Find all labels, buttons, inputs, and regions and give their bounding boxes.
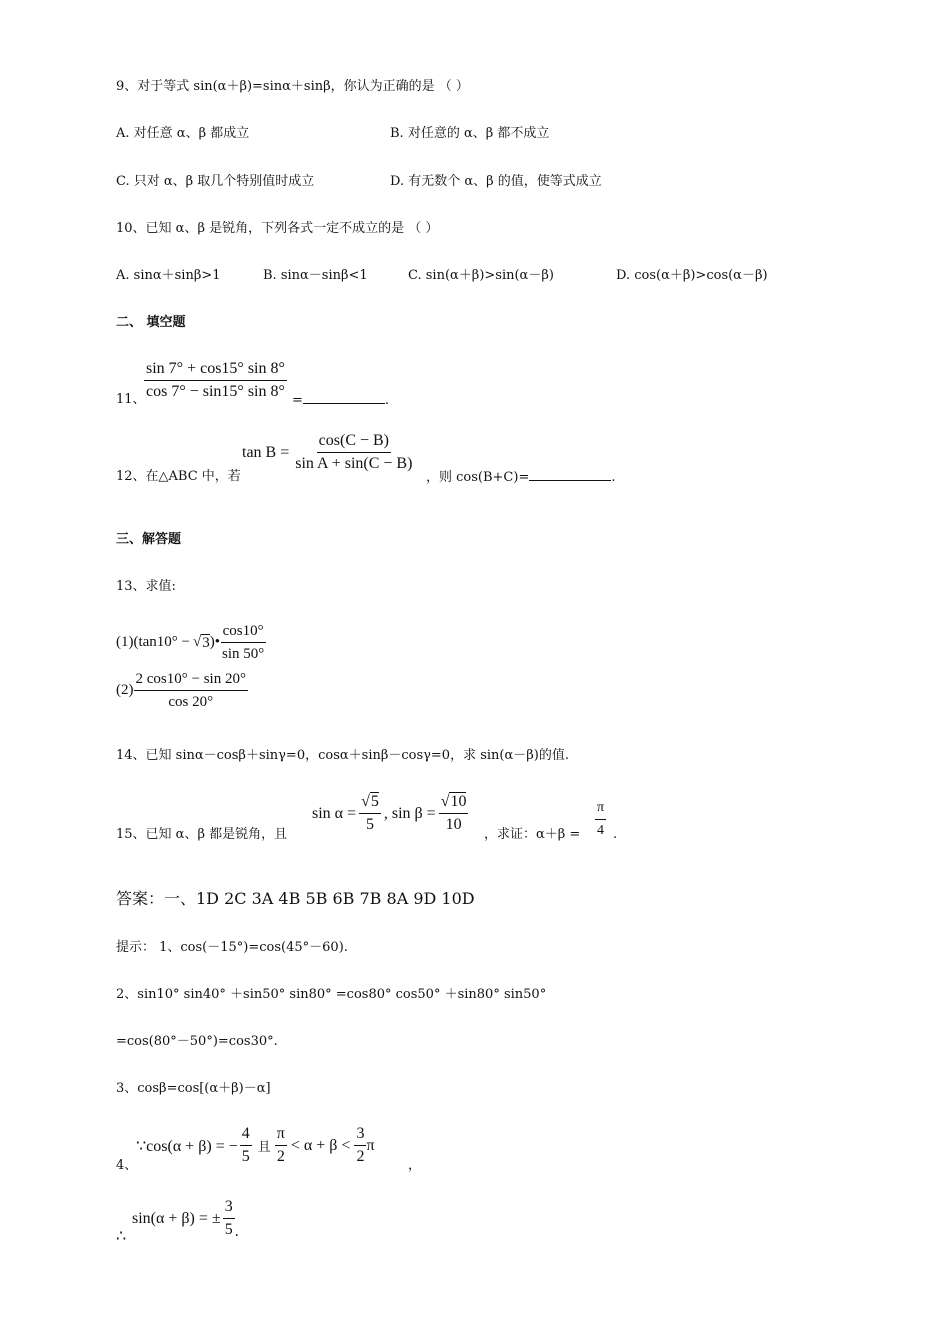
hint5-n: 3 [223, 1196, 235, 1219]
q13-p1-denominator: sin 50° [222, 646, 265, 662]
q15-pi-over-4 [595, 797, 606, 842]
q12-answer [426, 468, 615, 487]
q13-p1-prefix: (1)(tan10° − [116, 634, 191, 650]
q9-stem: 9、对于等式 sin(α＋β)=sinα＋sinβ，你认为正确的是 （ ） [116, 79, 469, 94]
q12-formula [242, 430, 414, 475]
hint4-pi: π [366, 1136, 375, 1154]
hint4-ineq: < α + β < [290, 1136, 351, 1154]
hint5-sin: sin(α + β) = ± [132, 1209, 221, 1227]
q11-equals: = [292, 393, 303, 408]
q15-sina: sin α = [312, 804, 357, 822]
q15-formula: sin α = $\frac{√5}{5}$ , sin β = $\frac{√10}{10}$ [312, 791, 468, 836]
hint5-d: 5 [224, 1221, 233, 1238]
answers-hint-4-formula [136, 1123, 375, 1168]
q13-part2 [116, 668, 248, 713]
q11-numerator: sin 7° + cos15° sin 8° [144, 358, 287, 381]
q10-option-a: A. sinα＋sinβ>1 [116, 268, 221, 283]
q12-denominator: sin A + sin(C − B) [295, 455, 413, 472]
q15-label: 15、已知 α、β 都是锐角，且 [116, 827, 288, 842]
q15-four: 4 [597, 823, 605, 838]
q12-lhs: tan B = [242, 443, 290, 461]
q15-den10: 10 [445, 816, 462, 833]
q9-option-d: D. 有无数个 α、β 的值，使等式成立 [390, 174, 602, 189]
q12-numerator: cos(C − B) [317, 430, 391, 453]
q12-period: . [611, 470, 616, 485]
q13-p2-denominator: cos 20° [168, 694, 214, 710]
q10-option-d: D. cos(α＋β)>cos(α－β) [616, 268, 768, 283]
q11-label: 11、 [116, 392, 146, 407]
hint4-d3: 2 [356, 1148, 365, 1165]
section-fill-blank: 二、 填空题 [116, 315, 186, 330]
hint4-d1: 5 [241, 1148, 250, 1165]
q13-p1-close: )• [209, 634, 221, 650]
q15-proof: ，求证：α＋β = [484, 827, 581, 842]
section-solve: 三、解答题 [116, 532, 182, 547]
hint4-n3: 3 [354, 1123, 366, 1146]
q13-stem: 13、求值: [116, 579, 176, 594]
q15-sqrt5: 5 [370, 793, 379, 810]
q9-option-b: B. 对任意的 α、β 都不成立 [390, 126, 550, 141]
therefore-symbol: ∴ [116, 1226, 127, 1245]
q13-p1-sqrt: 3 [202, 634, 210, 651]
answers-hint-2: 2、sin10° sin40° ＋sin50° sin80° =cos80° cos50° ＋sin80° sin50° [116, 987, 547, 1002]
q9-option-a: A. 对任意 α、β 都成立 [116, 126, 250, 141]
q10-option-c: C. sin(α＋β)>sin(α－β) [408, 268, 554, 283]
q10-stem: 10、已知 α、β 是锐角，下列各式一定不成立的是 （ ） [116, 221, 439, 236]
q13-p2-numerator: 2 cos10° − sin 20° [134, 668, 248, 691]
answers-heading: 答案：一、1D 2C 3A 4B 5B 6B 7B 8A 9D 10D [116, 889, 475, 908]
q11-answer [292, 391, 389, 410]
answers-hint-3: 3、cosβ=cos[(α＋β)－α] [116, 1081, 271, 1096]
hint4-and: 且 [257, 1140, 271, 1155]
q15-den5: 5 [365, 816, 374, 833]
q15-period: . [613, 827, 618, 842]
hint4-cos: ∵cos(α + β) = − [136, 1137, 238, 1155]
q11-denominator: cos 7° − sin15° sin 8° [146, 383, 285, 400]
answers-hint-5-formula [132, 1196, 239, 1241]
answers-hint-2b: =cos(80°－50°)=cos30°. [116, 1034, 278, 1049]
q14-stem: 14、已知 sinα－cosβ＋sinγ=0，cosα＋sinβ－cosγ=0，求 sin(α－β)的值. [116, 748, 569, 763]
q13-p1-numerator: cos10° [221, 620, 266, 643]
hint4-n2: π [275, 1123, 287, 1146]
q12-label: 12、在△ABC 中，若 [116, 469, 241, 484]
hint4-comma: ， [408, 1158, 422, 1173]
hint4-d2: 2 [276, 1148, 285, 1165]
q9-option-c: C. 只对 α、β 取几个特别值时成立 [116, 174, 315, 189]
q10-option-b: B. sinα－sinβ<1 [263, 268, 368, 283]
q12-tail: ，则 cos(B+C)= [426, 470, 530, 485]
q13-p2-prefix: (2) [116, 682, 134, 698]
q11-period: . [384, 393, 390, 408]
q12-blank [529, 468, 611, 481]
q15-sinb: , sin β = [383, 804, 436, 822]
q15-pi: π [595, 797, 606, 820]
hint5-period: . [234, 1223, 239, 1240]
q11-blank [303, 391, 385, 404]
q13-part1: (1)(tan10° − √ 3 )• $\frac{\cos 10^\circ}{\sin 50^\circ}$ [116, 620, 266, 665]
q15-sqrt10: 10 [450, 793, 467, 810]
answers-hint-4-label: 4、 [116, 1158, 138, 1173]
hint4-n1: 4 [240, 1123, 252, 1146]
answers-hint-1: 提示： 1、cos(－15°)=cos(45°－60). [116, 940, 348, 955]
q11-fraction [144, 358, 287, 403]
